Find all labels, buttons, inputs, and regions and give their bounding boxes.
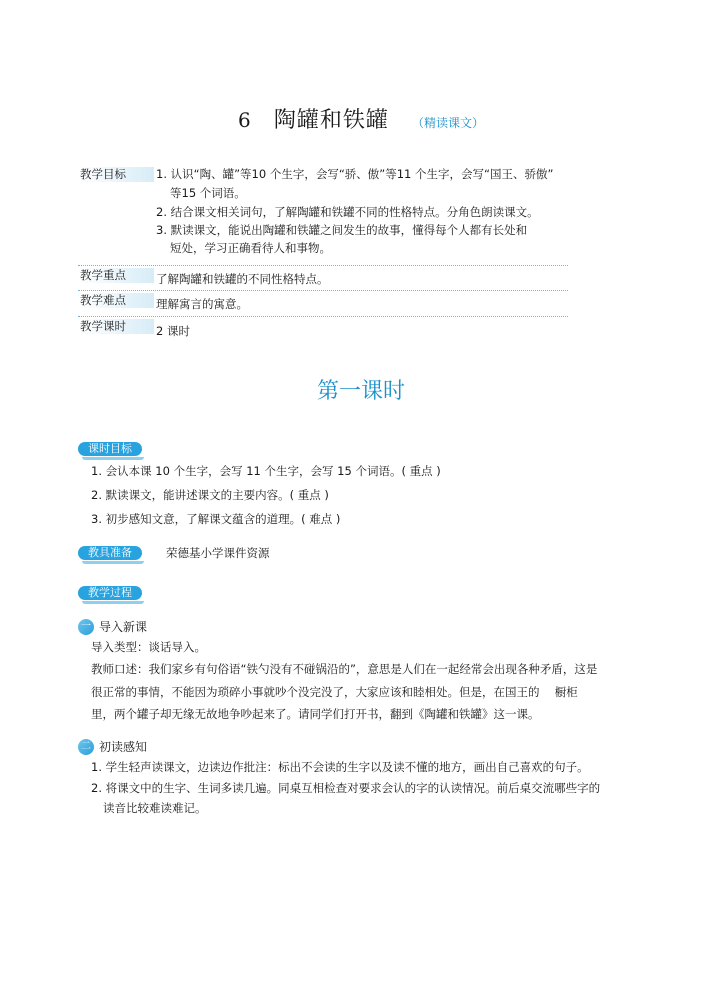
hours-label: 教学课时 [78,319,154,334]
prep-tag: 教具准备 [78,546,142,560]
goal-line: 1. 认识“陶、罐”等10 个生字，会写“骄、傲”等11 个生字，会写“国王、骄傲” [156,167,554,181]
hours-text: 2 课时 [156,324,190,338]
step-text-line: 读音比较难读难记。 [103,801,207,815]
lesson-title [0,103,722,134]
step-text-line: 里，两个罐子却无缘无故地争吵起来了。请同学们打开书，翻到《陶罐和铁罐》这一课。 [91,707,540,721]
difficulty-text: 理解寓言的寓意。 [156,297,248,311]
objective-line: 3. 初步感知文意，了解课文蕴含的道理。( 难点 ) [91,512,341,526]
objective-line: 1. 会认本课 10 个生字，会写 11 个生字，会写 15 个词语。( 重点 ) [91,464,441,478]
step-number-badge: 二 [78,739,94,755]
prep-text: 荣德基小学课件资源 [166,546,270,560]
lesson-name: 陶罐和铁罐 [273,108,389,133]
goal-line: 短处，学习正确看待人和事物。 [170,241,331,255]
goal-line: 等15 个词语。 [170,186,246,200]
step-text-line: 很正常的事情，不能因为琐碎小事就吵个没完没了，大家应该和睦相处。但是，在国王的 橱柜 [91,685,578,699]
key-label: 教学重点 [78,268,154,283]
key-text: 了解陶罐和铁罐的不同性格特点。 [156,272,329,286]
difficulty-label: 教学难点 [78,293,154,308]
step-title: 导入新课 [99,620,148,634]
lesson-number: 6 [238,108,251,132]
step-text-line: 1. 学生轻声读课文，边读边作批注：标出不会读的生字以及读不懂的地方，画出自己喜欢的句子。 [91,760,589,774]
step-number-badge: 一 [78,619,94,635]
objectives-tag: 课时目标 [78,442,142,456]
session-title: 第一课时 [316,379,405,404]
divider [78,316,568,317]
step-title: 初读感知 [99,740,148,754]
step-text-line: 导入类型：谈话导入。 [91,640,206,654]
objective-line: 2. 默读课文，能讲述课文的主要内容。( 重点 ) [91,488,329,502]
divider [78,290,568,291]
step-text-line: 教师口述：我们家乡有句俗语“铁勺没有不碰锅沿的”，意思是人们在一起经常会出现各种矛盾，这是 [91,662,598,676]
goal-line: 3. 默读课文，能说出陶罐和铁罐之间发生的故事，懂得每个人都有长处和 [156,223,528,237]
lesson-type: （精读课文） [411,116,484,130]
goals-label: 教学目标 [78,167,154,182]
process-tag: 教学过程 [78,586,142,600]
goal-line: 2. 结合课文相关词句，了解陶罐和铁罐不同的性格特点。分角色朗读课文。 [156,205,539,219]
divider [78,265,568,266]
step-text-line: 2. 将课文中的生字、生词多读几遍。同桌互相检查对要求会认的字的认读情况。前后桌交流哪些字的 [91,781,601,795]
